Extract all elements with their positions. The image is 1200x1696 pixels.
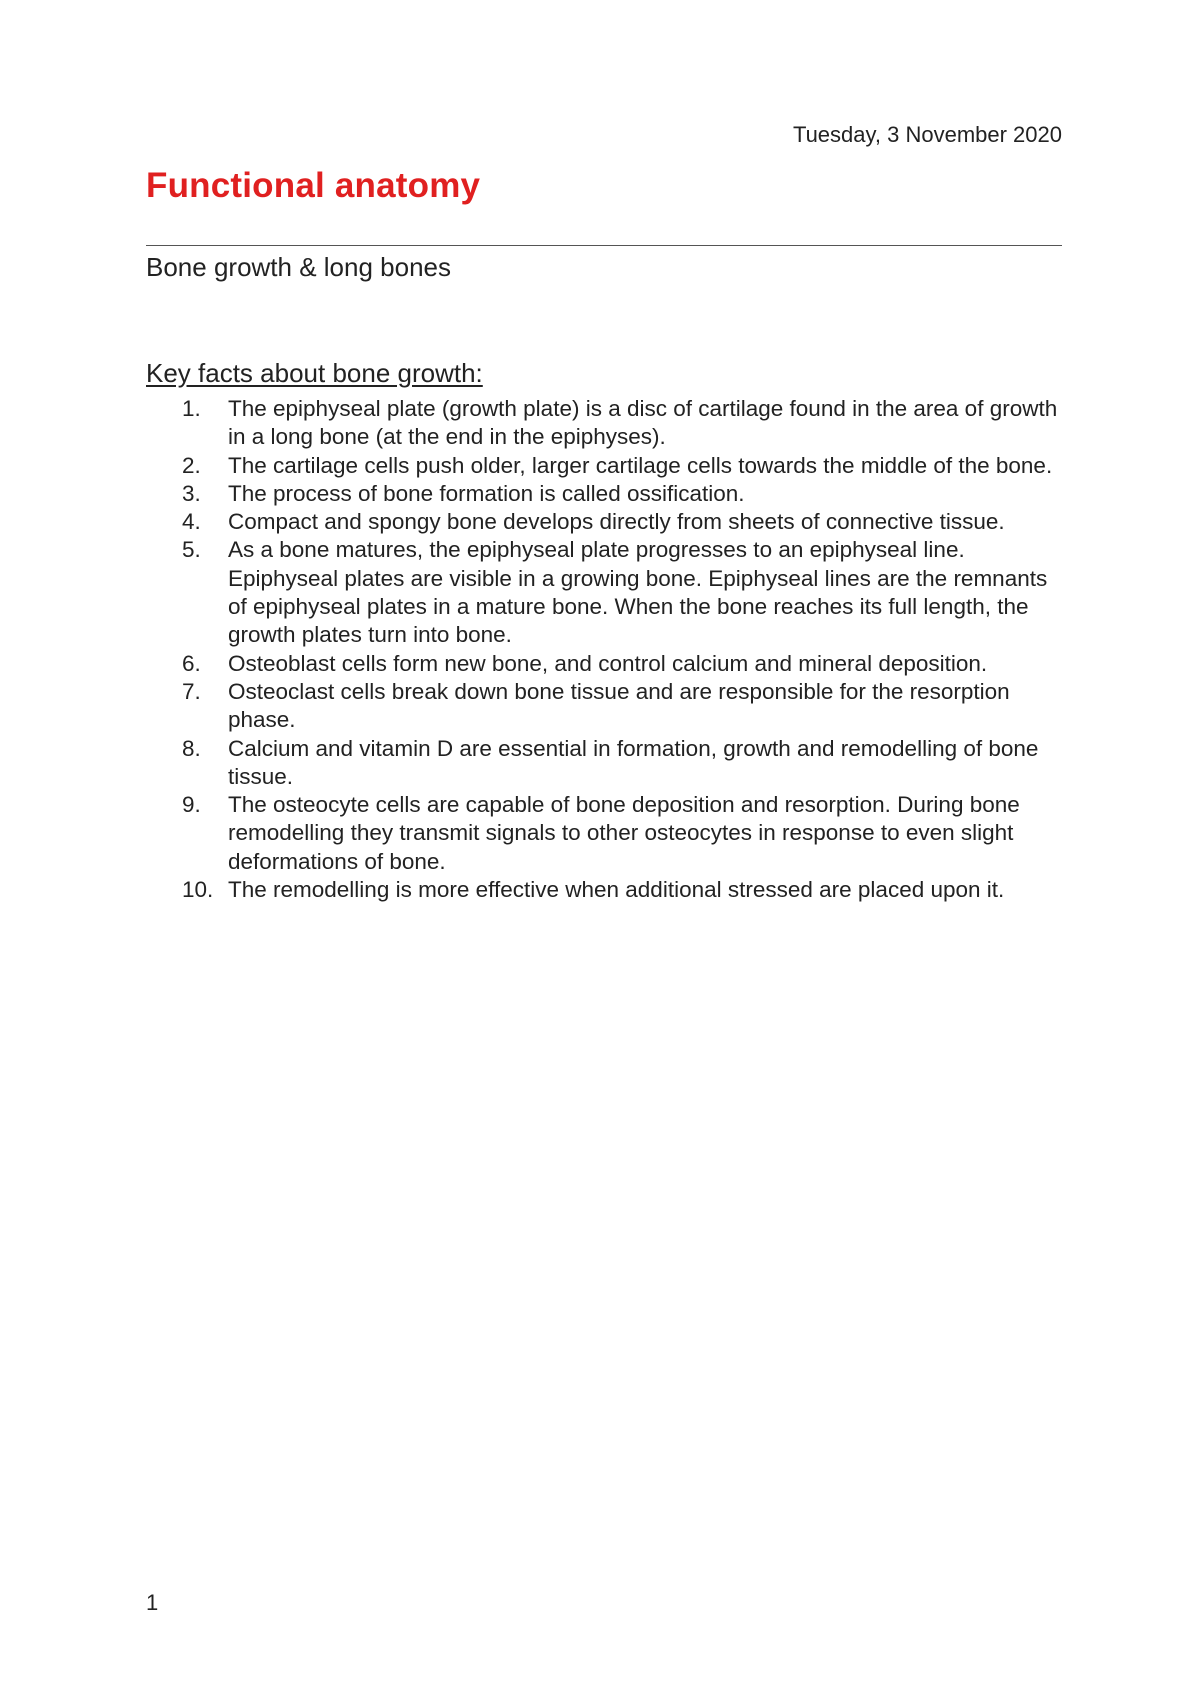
fact-number: 4.	[182, 509, 201, 535]
fact-number: 10.	[182, 877, 214, 903]
fact-item	[146, 480, 1071, 508]
fact-text: Osteoblast cells form new bone, and control calcium and mineral deposition.	[228, 650, 988, 676]
fact-text: Compact and spongy bone develops directly from sheets of connective tissue.	[228, 509, 1005, 535]
fact-item	[146, 791, 1071, 876]
fact-number: 3.	[182, 480, 201, 506]
fact-text: As a bone matures, the epiphyseal plate progresses to an epiphyseal line. Epiphyseal plates are visible in a growing bone. Epiphyseal lines are the remnants of epiphyseal plates in a mature bone. When the bone reaches its full length, the growth plates turn into bone.	[228, 537, 1048, 648]
fact-number: 2.	[182, 452, 201, 478]
fact-number: 6.	[182, 650, 201, 676]
fact-text: The epiphyseal plate (growth plate) is a disc of cartilage found in the area of growth in a long bone (at the end in the epiphyses).	[228, 396, 1058, 450]
fact-number: 8.	[182, 735, 201, 761]
fact-item	[146, 735, 1071, 792]
fact-item	[146, 876, 1071, 904]
fact-text: The process of bone formation is called ossification.	[228, 480, 745, 506]
section-heading: Key facts about bone growth:	[146, 358, 483, 388]
document-title: Functional anatomy	[146, 166, 481, 205]
fact-text: Osteoclast cells break down bone tissue and are responsible for the resorption phase.	[228, 678, 1010, 733]
title-divider	[146, 245, 1062, 246]
fact-item	[146, 678, 1071, 735]
fact-number: 7.	[182, 678, 201, 704]
fact-item	[146, 536, 1071, 649]
facts-list	[146, 395, 1071, 904]
fact-text: The osteocyte cells are capable of bone deposition and resorption. During bone remodelling they transmit signals to other osteocytes in response to even slight deformations of bone.	[228, 792, 1020, 874]
document-subtitle: Bone growth & long bones	[146, 252, 451, 282]
fact-text: Calcium and vitamin D are essential in formation, growth and remodelling of bone tissue.	[228, 735, 1039, 789]
fact-item	[146, 650, 1071, 678]
page-number: 1	[146, 1590, 159, 1615]
fact-text: The cartilage cells push older, larger cartilage cells towards the middle of the bone.	[228, 452, 1053, 478]
document-date: Tuesday, 3 November 2020	[792, 122, 1062, 147]
fact-number: 1.	[182, 396, 201, 421]
fact-number: 5.	[182, 537, 201, 563]
fact-item	[146, 508, 1071, 536]
fact-number: 9.	[182, 792, 201, 818]
fact-item	[146, 452, 1071, 480]
fact-item	[146, 395, 1071, 452]
fact-text: The remodelling is more effective when additional stressed are placed upon it.	[228, 877, 1005, 903]
